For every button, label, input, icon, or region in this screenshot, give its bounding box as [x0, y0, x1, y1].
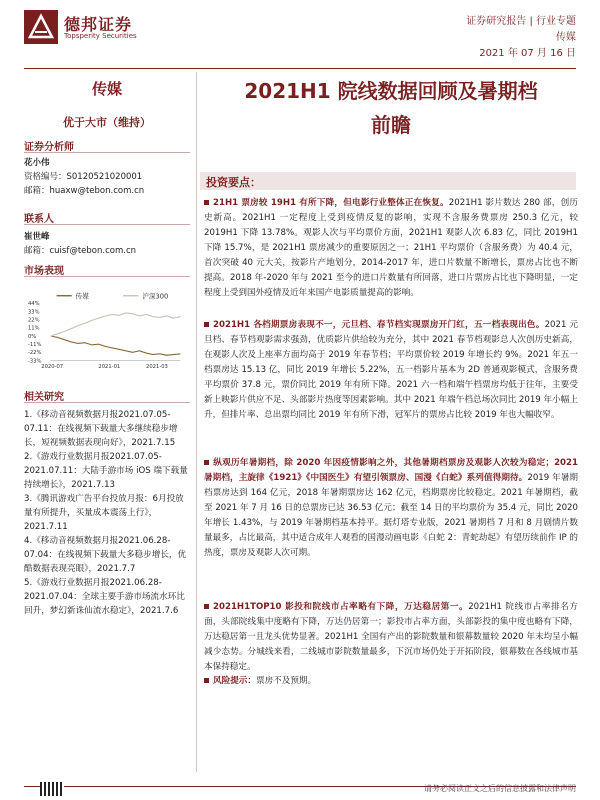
company-logo [24, 10, 58, 44]
analyst-label: 证券分析师 [24, 142, 74, 153]
key-point: 纵观历年暑期档，除 2020 年因疫情影响之外，其他暑期档票房及观影人次较为稳定；2021 暑期档，主旋律《1921》《中国医生》有望引领票房、国漫《白蛇》系列值得期待。2019 年暑期档票房达到 164 亿元，2018 年暑期票房达 162 亿元，档期票房比较稳定。2021 年暑期档，截至 2021 年 7 月 16 日的总票房已达 36.53 亿元；截至 14 日的平均票价为 35.4 元，同比 2020 年增长 1.43%，与 2019 年暑期档基本持平。据灯塔专业版，2021 暑期档 7 月和 8 月剧情片数量最多，占比最高，其中适合成年人观看的国漫动画电影《白蛇 2：青蛇劫起》有望历续前作 IP 的热度，票房及观影人次可期。 [204, 458, 578, 558]
series-line-hs300 [51, 313, 181, 336]
analyst-cert: 资格编号：S0120521020001 [24, 172, 143, 182]
title-line-2: 前瞻 [371, 113, 411, 137]
y-tick-label: 44% [27, 301, 40, 308]
key-point: 2021H1TOP10 影投和院线市占率略有下降，万达稳居第一。2021H1 院线市占率排名方面，头部院线集中度略有下降，万达仍居第一；影投市占率方面，头部影投的集中度也略有下降，万达稳居第一且龙头优势显著。2021H1 全国有产出的影院数量和银幕数量较 2020 年末均呈小幅减少态势。分城线来看，二线城市影院数量最多，下沉市场仍处于开拓阶段，银幕数在各线城市基本保持稳定。 [204, 602, 578, 672]
bullet-icon [204, 460, 209, 465]
y-tick-label: -22% [27, 350, 42, 357]
related-list [24, 408, 190, 618]
y-tick-label: -11% [27, 342, 42, 349]
analyst-email[interactable]: 邮箱：huaxw@tebon.com.cn [24, 186, 145, 196]
contact-email[interactable]: 邮箱：cuisf@tebon.com.cn [24, 246, 137, 256]
divider [24, 276, 190, 277]
title-line-1: 2021H1 院线数据回顾及暑期档 [244, 79, 538, 103]
divider [24, 152, 190, 153]
report-date: 2021 年 07 月 16 日 [479, 48, 576, 59]
qr-code-icon [40, 782, 64, 796]
market-performance-chart [24, 290, 190, 370]
company-name-cn: 德邦证券 [64, 15, 133, 34]
chart-legend [57, 292, 169, 301]
analyst-name: 花小伟 [24, 158, 50, 168]
sector-name: 传媒 [91, 80, 122, 98]
series-line-media [51, 336, 181, 355]
y-tick-label: 33% [27, 309, 40, 316]
report-title [206, 74, 576, 142]
related-item[interactable]: 1.《移动音视频数据月报2021.07.05-07.11：在线视频下载量大多继续稳步增长，短视频数据表现向好》，2021.7.15 [24, 410, 178, 448]
contact-name: 崔世峰 [24, 232, 50, 242]
company-name-en: Topsperity Securities [64, 32, 137, 40]
rating: 优于大市（维持） [63, 116, 151, 129]
related-item[interactable]: 4.《移动音视频数据月报2021.06.28-07.04：在线视频下载量大多稳步增长，优酷数据表现亮眼》，2021.7.7 [24, 536, 187, 574]
disclaimer: 请务必阅读正文之后的信息披露和法律声明 [424, 784, 576, 793]
related-item[interactable]: 2.《游戏行业数据月报2021.07.05-2021.07.11：大陆手游市场 iOS 端下载量持续增长》，2021.7.13 [24, 452, 188, 490]
key-point: 2021H1 各档期票房表现不一，元旦档、春节档实现票房开门红，五一档表现出色。2021 元旦档、春节档观影需求强劲，优质影片供给较为充分，其中 2021 春节档观影总人次创历史新高，在观影人次及上座率方面均高于 2019 年春节档；平均票价较 2019 年增长约 9%。2021 年五一档票房达 15.13 亿，同比 2019 年增长 5.22%，五一档影片基本为 2D 普通观影模式，含服务费平均票价 37.8 元，票价同比 2019 年有所下降。2021 六一档和端午档票房均低于往年，主要受新上映影片供应不足、头部影片热度等因素影响。其中 2021 年端午档总场次同比 2019 年小幅上升，但排片率、总出票均同比 2019 年有所下滑，冠军片的票房占比较 2019 年也大幅收窄。 [204, 320, 578, 420]
investment-highlights-label: 投资要点： [206, 176, 261, 189]
y-tick-label: 11% [27, 325, 40, 332]
column-divider [196, 72, 197, 772]
header-divider [24, 68, 576, 69]
legend-label-hs300: 沪深300 [142, 292, 169, 301]
bullet-icon [204, 678, 209, 683]
bullet-icon [204, 322, 209, 327]
divider [24, 402, 190, 403]
bullet-icon [204, 200, 209, 205]
y-tick-label: 22% [27, 317, 40, 324]
legend-label-media: 传媒 [75, 292, 89, 301]
divider [24, 224, 190, 225]
related-item[interactable]: 3.《腾讯游戏广告平台投放月报：6月投放量有所提升，买量成本震荡上行》，2021.7.11 [24, 494, 184, 532]
x-tick-label: 2021-01 [98, 364, 121, 370]
y-tick-label: -33% [27, 358, 42, 365]
bullet-icon [204, 604, 209, 609]
report-industry: 传媒 [556, 32, 576, 43]
y-tick-label: 0% [27, 333, 37, 340]
related-label: 相关研究 [24, 392, 64, 403]
market-label: 市场表现 [24, 266, 64, 277]
report-type: 证券研究报告 | 行业专题 [466, 16, 576, 27]
key-point: 21H1 票房较 19H1 有所下降，但电影行业整体正在恢复。2021H1 影片数达 280 部，创历史新高。2021H1 一定程度上受到疫情反复的影响，实现不含服务费票房 250.3 亿元，较 2019H1 下降 13.78%。观影人次与平均票价方面，2021H1 观影人次 6.83 亿，同比 2019H1 下降 15.7%，是 2021H1 票房减少的重要原因之一；21H1 平均票价（含服务费）为 40.4 元，首次突破 40 元大关，按影片产地划分，2014-2017 年，进口片数量不断增长，票房占比也不断提高。2018 年-2020 年与 2021 至今的进口片数量有所回落，进口片票房占比也下降明显，一定程度上受到国外疫情及近年来国产电影质量提高的影响。 [204, 198, 578, 298]
x-tick-label: 2020-07 [41, 364, 64, 370]
related-item[interactable]: 5.《游戏行业数据月报2021.06.28-2021.07.04：全球主要手游市场流水环比回升，梦幻新诛仙流水稳定》，2021.7.6 [24, 578, 185, 616]
report-meta [466, 14, 576, 62]
x-tick-label: 2021-03 [146, 364, 168, 370]
key-point: 风险提示：票房不及预期。 [204, 674, 578, 689]
contact-label: 联系人 [24, 214, 54, 225]
